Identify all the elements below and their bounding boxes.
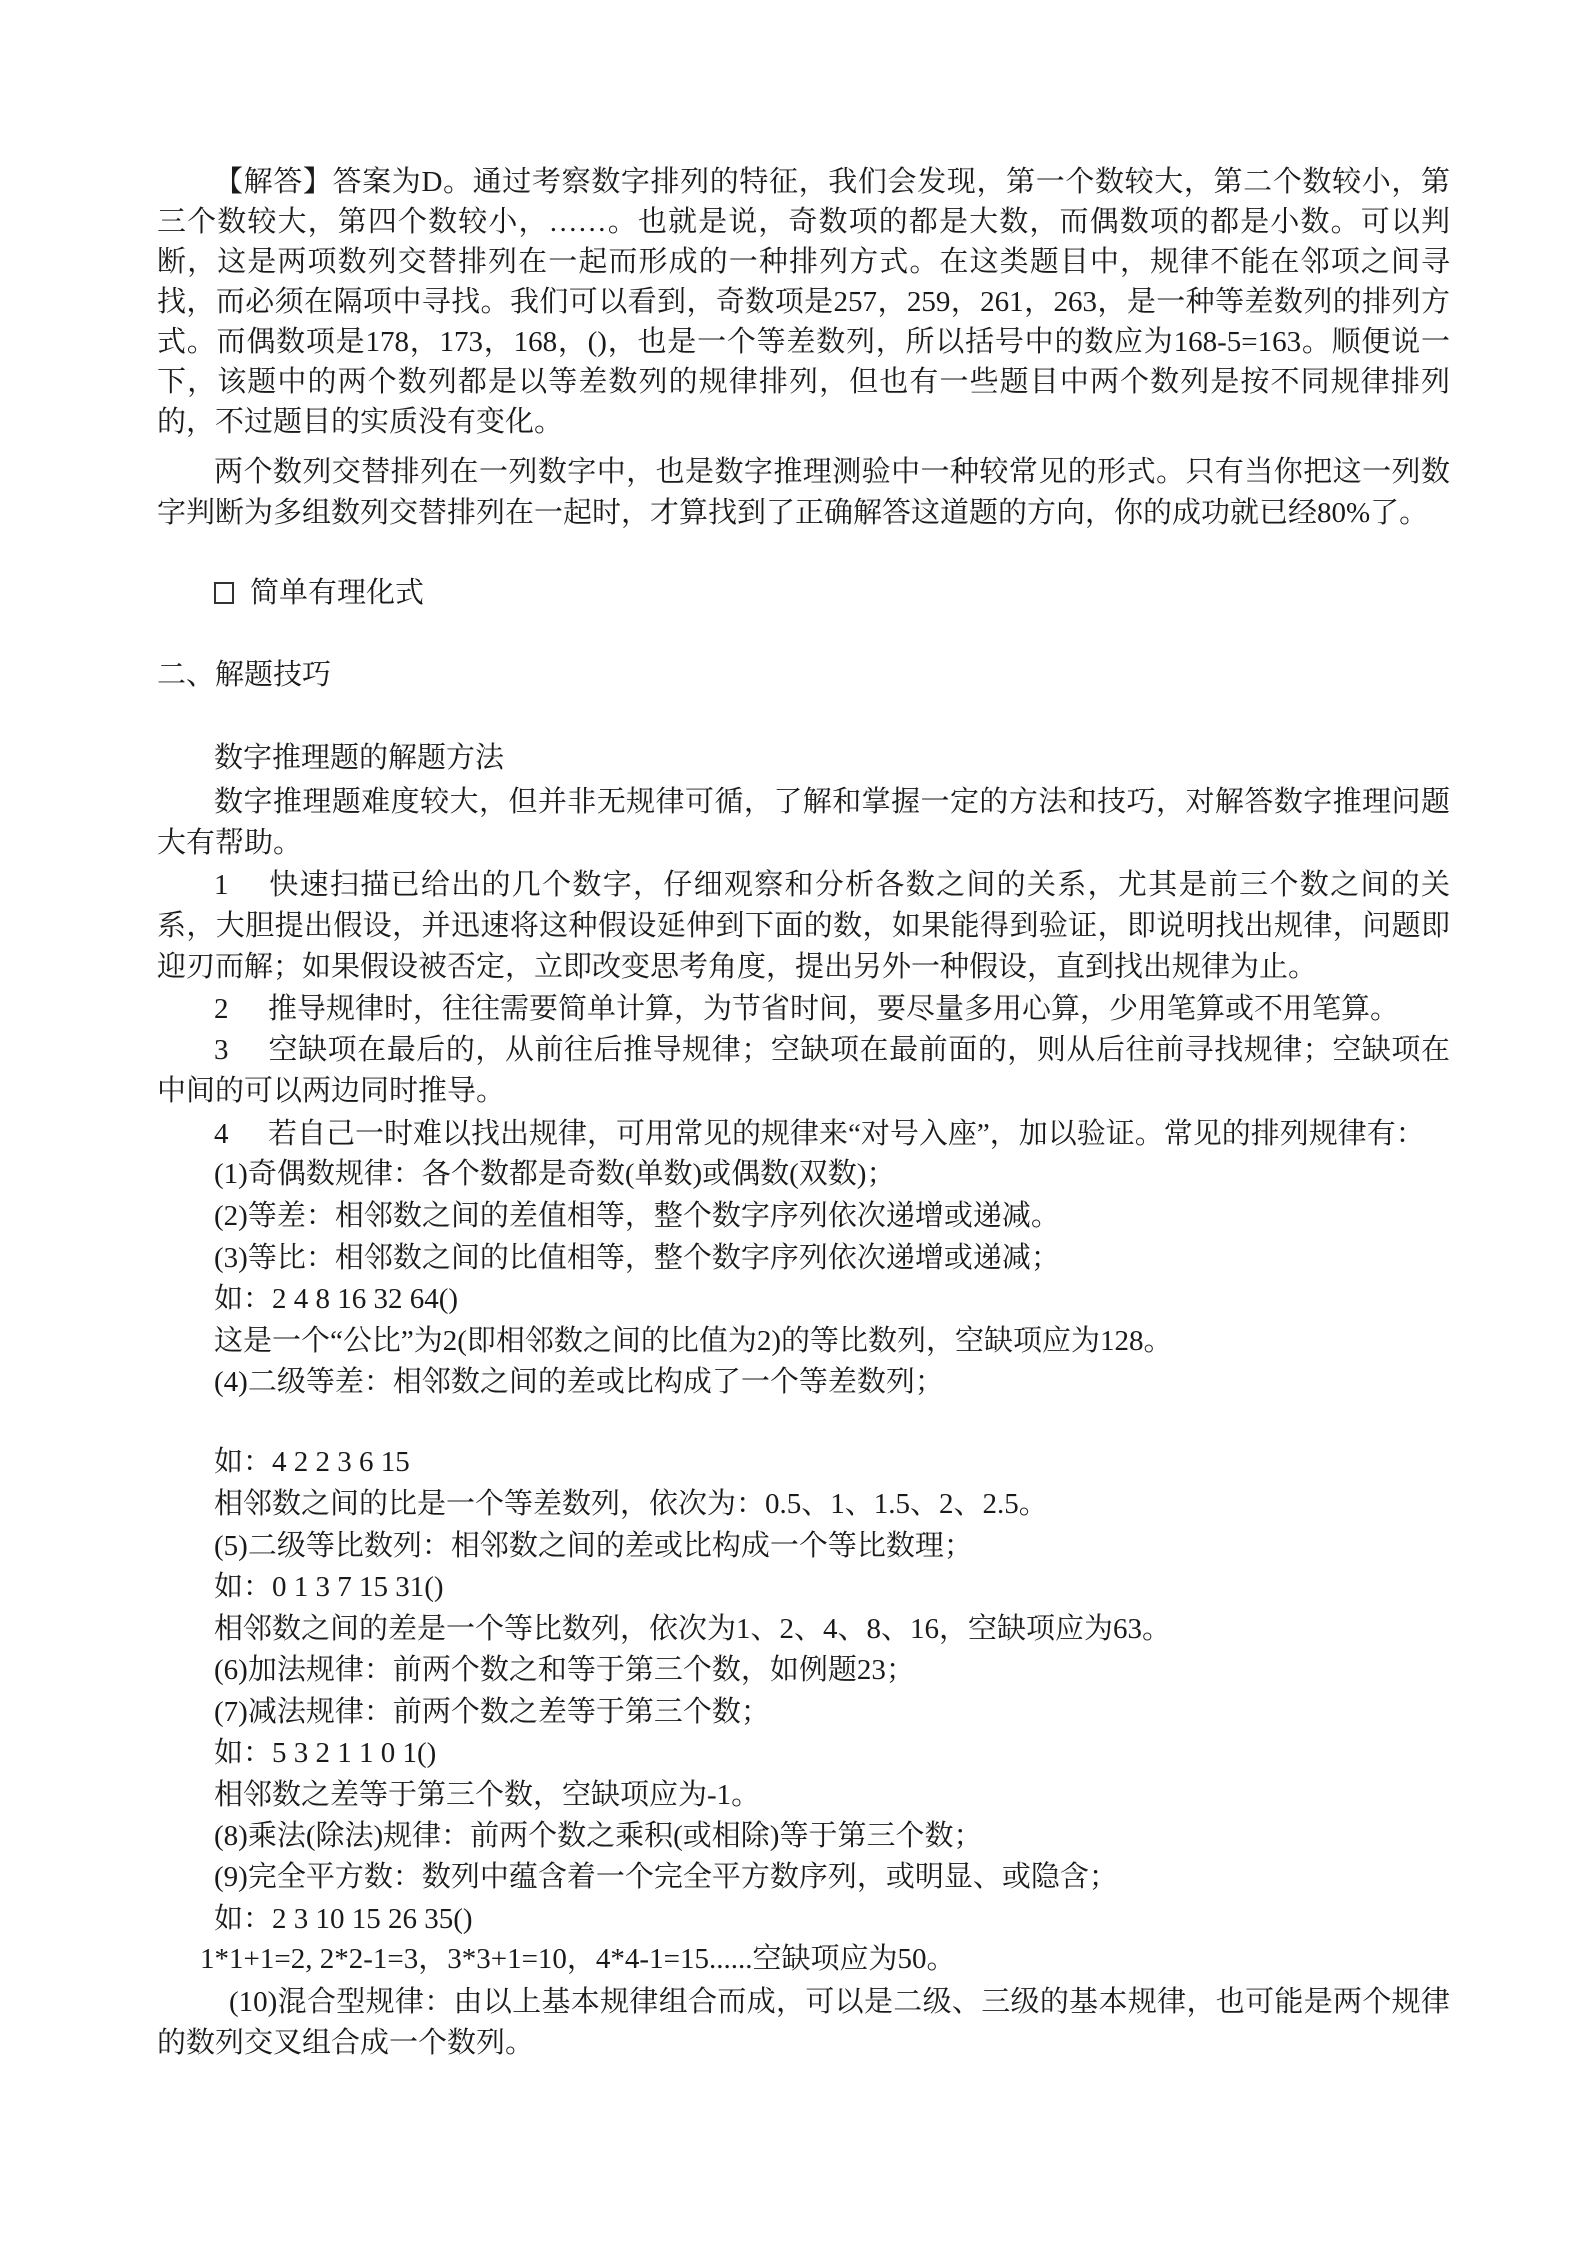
tip-text: 空缺项在最后的，从前往后推导规律；空缺项在最前面的，则从后往前寻找规律；空缺项在中间的可以两边同时推导。: [157, 1034, 1450, 1107]
rule-line: (8)乘法(除法)规律：前两个数之乘积(或相除)等于第三个数；: [214, 1820, 983, 1852]
tip-4: [157, 1114, 1450, 1155]
rule-line: (6)加法规律：前两个数之和等于第三个数，如例题23；: [214, 1654, 915, 1686]
rule-line: 这是一个“公比”为2(即相邻数之间的比值为2)的等比数列，空缺项应为128。: [214, 1325, 1173, 1357]
rule-line: (3)等比：相邻数之间的比值相等，整个数字序列依次递增或递减；: [214, 1242, 1060, 1274]
rule-line: (9)完全平方数：数列中蕴含着一个完全平方数序列，或明显、或隐含；: [214, 1861, 1118, 1893]
rule-line: (7)减法规律：前两个数之差等于第三个数；: [214, 1696, 770, 1728]
tip-number: 4: [214, 1118, 229, 1150]
rule-line: (2)等差：相邻数之间的差值相等，整个数字序列依次递增或递减。: [214, 1200, 1060, 1232]
section-heading: 二、解题技巧: [157, 659, 332, 691]
rule-line: 相邻数之间的差是一个等比数列，依次为1、2、4、8、16，空缺项应为63。: [214, 1613, 1172, 1645]
rule-line: (1)奇偶数规律：各个数都是奇数(单数)或偶数(双数)；: [214, 1158, 896, 1190]
tip-number: 3: [214, 1034, 229, 1066]
square-example: 1*1+1=2, 2*2-1=3，3*3+1=10，4*4-1=15......空缺项应为50。: [200, 1943, 956, 1975]
tip-2: [157, 989, 1450, 1030]
checkbox-item-label: 简单有理化式: [250, 577, 425, 609]
answer-paragraph: 【解答】答案为D。通过考察数字排列的特征，我们会发现，第一个数较大，第二个数较小，第三个数较大，第四个数较小，……。也就是说，奇数项的都是大数，而偶数项的都是小数。可以判断，这是两项数列交替排列在一起而形成的一种排列方式。在这类题目中，规律不能在邻项之间寻找，而必须在隔项中寻找。我们可以看到，奇数项是257，259，261，263，是一种等差数列的排列方式。而偶数项是178，173，168，()，也是一个等差数列，所以括号中的数应为168-5=163。顺便说一下，该题中的两个数列都是以等差数列的规律排列，但也有一些题目中两个数列是按不同规律排列的，不过题目的实质没有变化。: [157, 166, 1450, 438]
mixed-rule: (10)混合型规律：由以上基本规律组合而成，可以是二级、三级的基本规律，也可能是两个规律的数列交叉组合成一个数列。: [157, 1986, 1450, 2059]
tip-number: 1: [214, 869, 229, 901]
rule-line: (5)二级等比数列：相邻数之间的差或比构成一个等比数理；: [214, 1530, 973, 1562]
rule-line: (4)二级等差：相邻数之间的差或比构成了一个等差数列；: [214, 1366, 944, 1398]
checkbox-icon: [214, 582, 234, 604]
checkbox-item: [157, 573, 1450, 614]
rule-line: 如：5 3 2 1 1 0 1(): [214, 1737, 437, 1769]
rule-line: 相邻数之差等于第三个数，空缺项应为-1。: [214, 1779, 761, 1811]
rule-line: 如：4 2 2 3 6 15: [214, 1446, 410, 1478]
summary-paragraph: 两个数列交替排列在一列数字中，也是数字推理测验中一种较常见的形式。只有当你把这一列数字判断为多组数列交替排列在一起时，才算找到了正确解答这道题的方向，你的成功就已经80%了。: [157, 456, 1450, 529]
rule-line: 如：0 1 3 7 15 31(): [214, 1571, 444, 1603]
rule-line: 相邻数之间的比是一个等差数列，依次为：0.5、1、1.5、2、2.5。: [214, 1488, 1048, 1520]
tip-text: 若自己一时难以找出规律，可用常见的规律来“对号入座”，加以验证。常见的排列规律有：: [268, 1118, 1425, 1150]
rule-line: 如：2 3 10 15 26 35(): [214, 1903, 473, 1935]
tip-3: [157, 1030, 1450, 1112]
method-title: 数字推理题的解题方法: [214, 742, 505, 774]
rule-line: 如：2 4 8 16 32 64(): [214, 1283, 459, 1315]
tip-text: 推导规律时，往往需要简单计算，为节省时间，要尽量多用心算，少用笔算或不用笔算。: [268, 993, 1400, 1025]
method-intro: 数字推理题难度较大，但并非无规律可循，了解和掌握一定的方法和技巧，对解答数字推理问题大有帮助。: [157, 786, 1450, 859]
tip-1: [157, 865, 1450, 988]
tip-text: 快速扫描已给出的几个数字，仔细观察和分析各数之间的关系，尤其是前三个数之间的关系，大胆提出假设，并迅速将这种假设延伸到下面的数，如果能得到验证，即说明找出规律，问题即迎刃而解；如果假设被否定，立即改变思考角度，提出另外一种假设，直到找出规律为止。: [157, 869, 1450, 983]
tip-number: 2: [214, 993, 229, 1025]
